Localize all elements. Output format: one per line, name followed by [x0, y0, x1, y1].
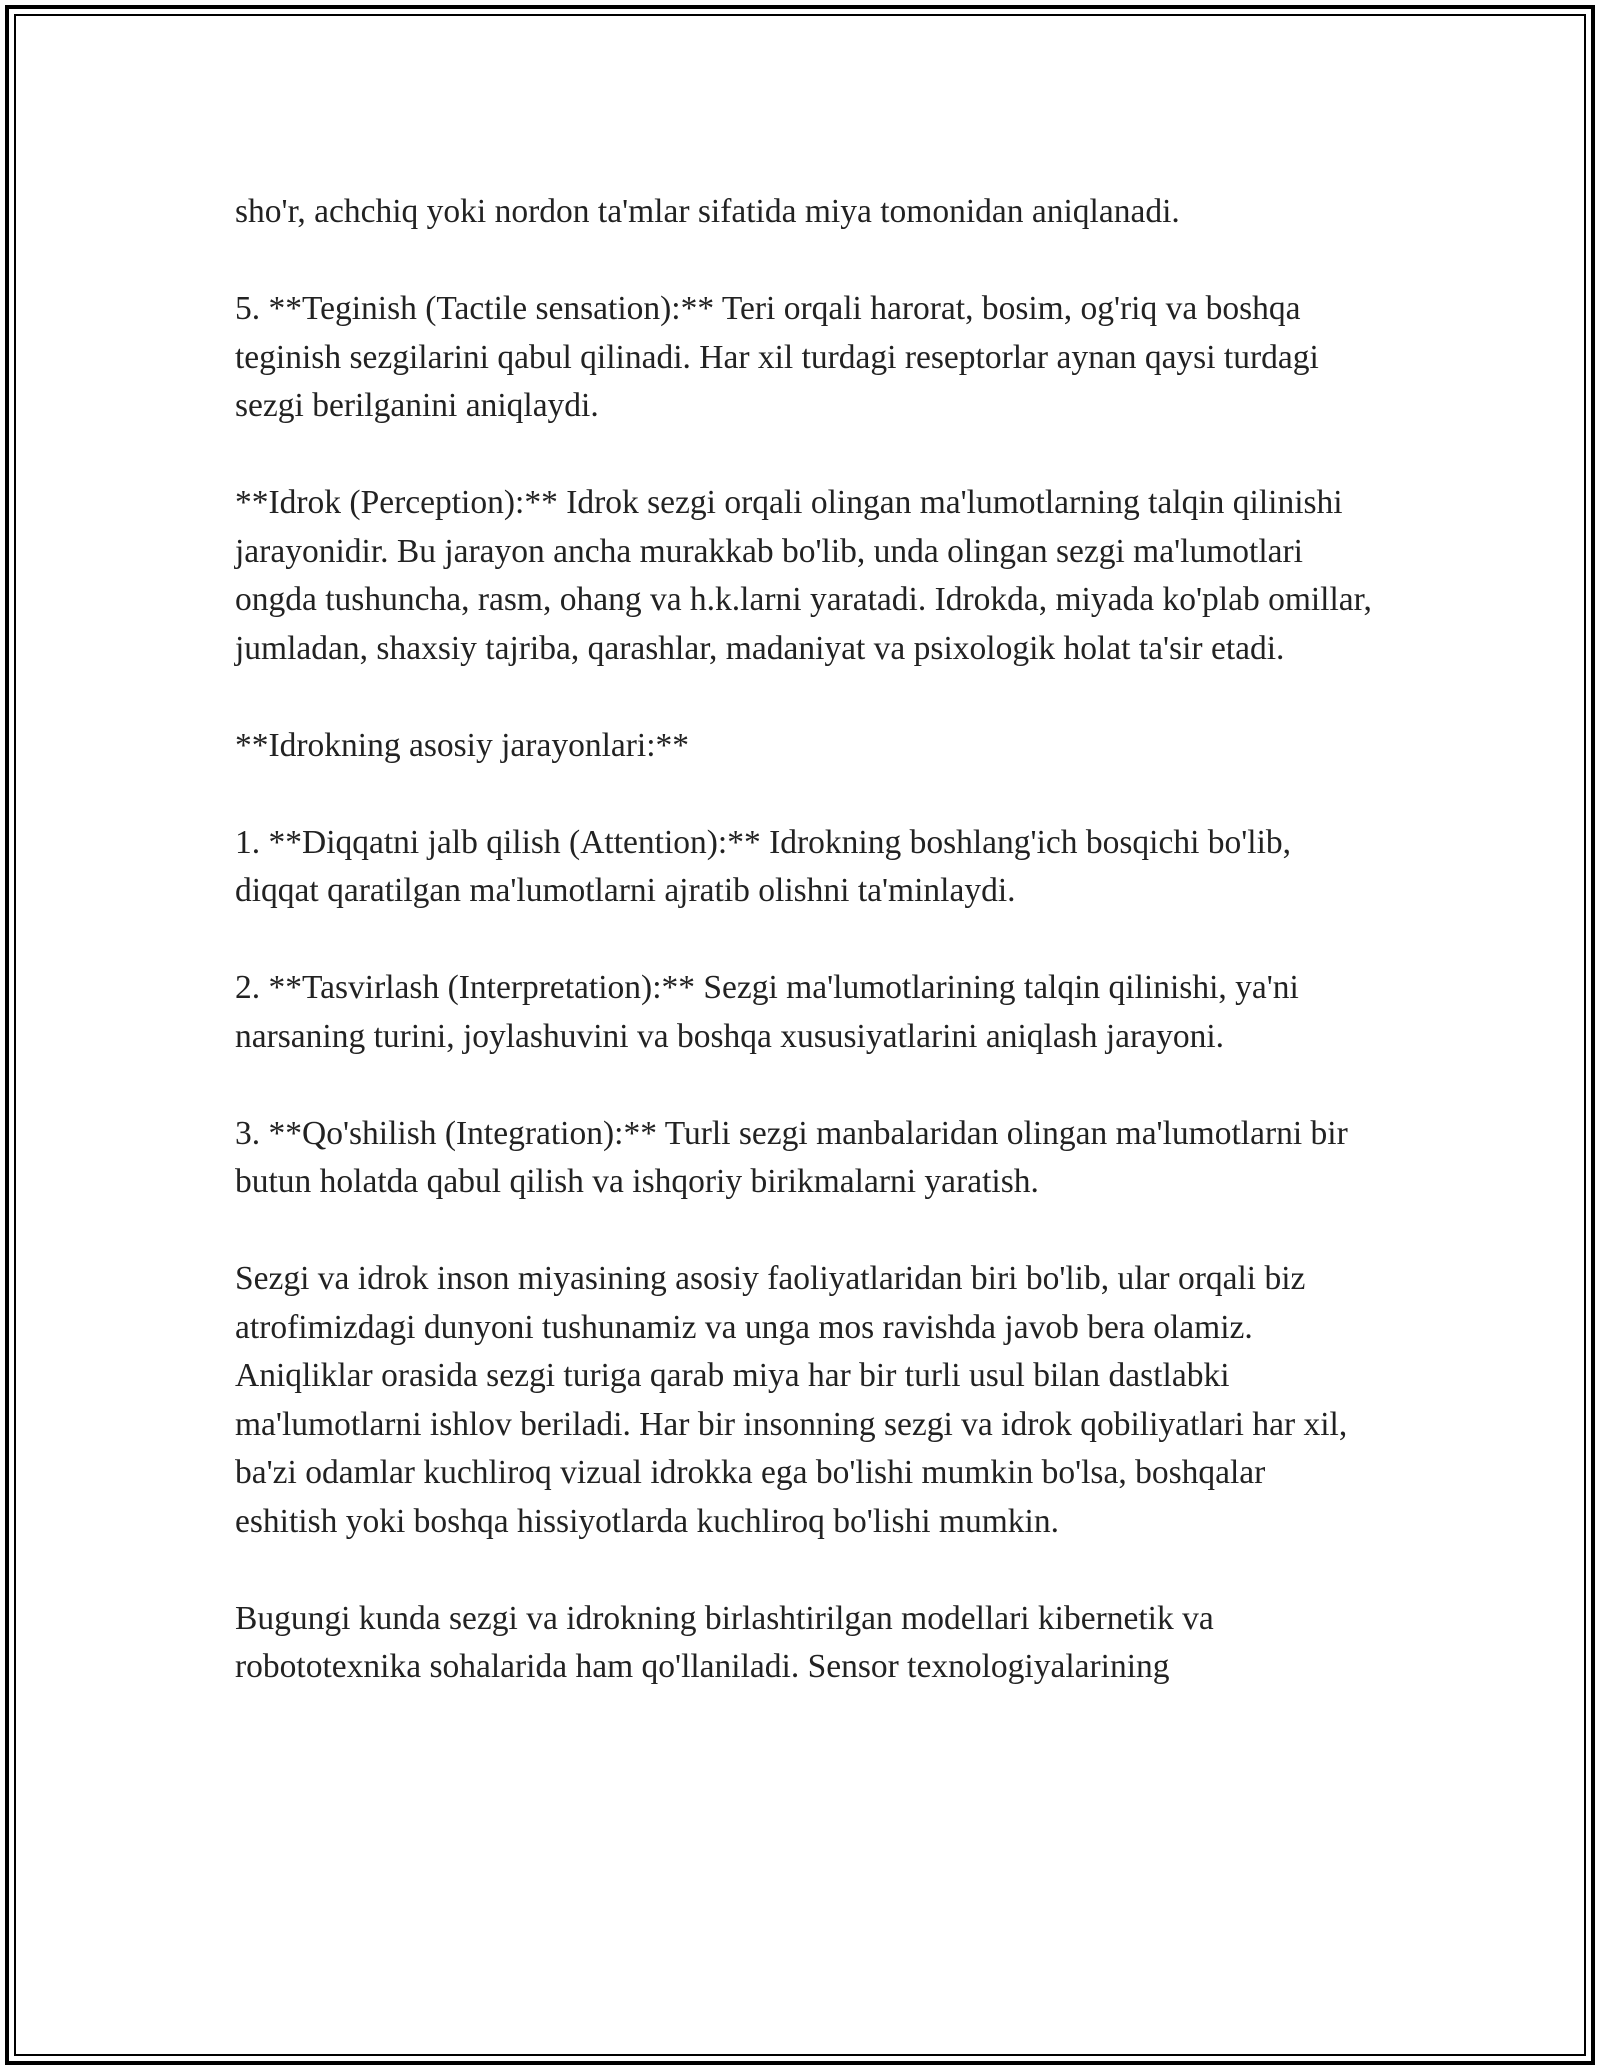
document-body [235, 188, 1375, 1740]
list-item-integration: 3. **Qo'shilish (Integration):** Turli sezgi manbalaridan olingan ma'lumotlarni bir butun holatda qabul qilish va ishqoriy birikmalarni yaratish. [235, 1114, 1348, 1200]
paragraph-summary: Sezgi va idrok inson miyasining asosiy faoliyatlaridan biri bo'lib, ular orqali biz atrofimizdagi dunyoni tushunamiz va unga mos ravishda javob bera olamiz. Aniqliklar orasida sezgi turiga qarab miya har bir turli usul bilan dastlabki ma'lumotlarni ishlov beriladi. Har bir insonning sezgi va idrok qobiliyatlari har xil, ba'zi odamlar kuchliroq vizual idrokka ega bo'lishi mumkin bo'lsa, boshqalar eshitish yoki boshqa hissiyotlarda kuchliroq bo'lishi mumkin. [235, 1260, 1348, 1540]
list-item-attention: 1. **Diqqatni jalb qilish (Attention):** Idrokning boshlang'ich bosqichi bo'lib, diqqat qaratilgan ma'lumotlarni ajratib olishni ta'minlaydi. [235, 823, 1292, 909]
paragraph-perception: **Idrok (Perception):** Idrok sezgi orqali olingan ma'lumotlarning talqin qilinishi jarayonidir. Bu jarayon ancha murakkab bo'lib, unda olingan sezgi ma'lumotlari ongda tushuncha, rasm, ohang va h.k.larni yaratadi. Idrokda, miyada ko'plab omillar, jumladan, shaxsiy tajriba, qarashlar, madaniyat va psixologik holat ta'sir etadi. [235, 484, 1372, 667]
paragraph-applications: Bugungi kunda sezgi va idrokning birlashtirilgan modellari kibernetik va robototexnika sohalarida ham qo'llaniladi. Sensor texnologiyalarining [235, 1599, 1214, 1685]
section-heading-perception-processes: **Idrokning asosiy jarayonlari:** [235, 726, 690, 764]
list-item-interpretation: 2. **Tasvirlash (Interpretation):** Sezgi ma'lumotlarining talqin qilinishi, ya'ni narsaning turini, joylashuvini va boshqa xususiyatlarini aniqlash jarayoni. [235, 969, 1299, 1055]
paragraph-tactile-sensation: 5. **Teginish (Tactile sensation):** Teri orqali harorat, bosim, og'riq va boshqa teginish sezgilarini qabul qilinadi. Har xil turdagi reseptorlar aynan qaysi turdagi sezgi berilganini aniqlaydi. [235, 290, 1319, 424]
paragraph-taste-continuation: sho'r, achchiq yoki nordon ta'mlar sifatida miya tomonidan aniqlanadi. [235, 193, 1180, 230]
